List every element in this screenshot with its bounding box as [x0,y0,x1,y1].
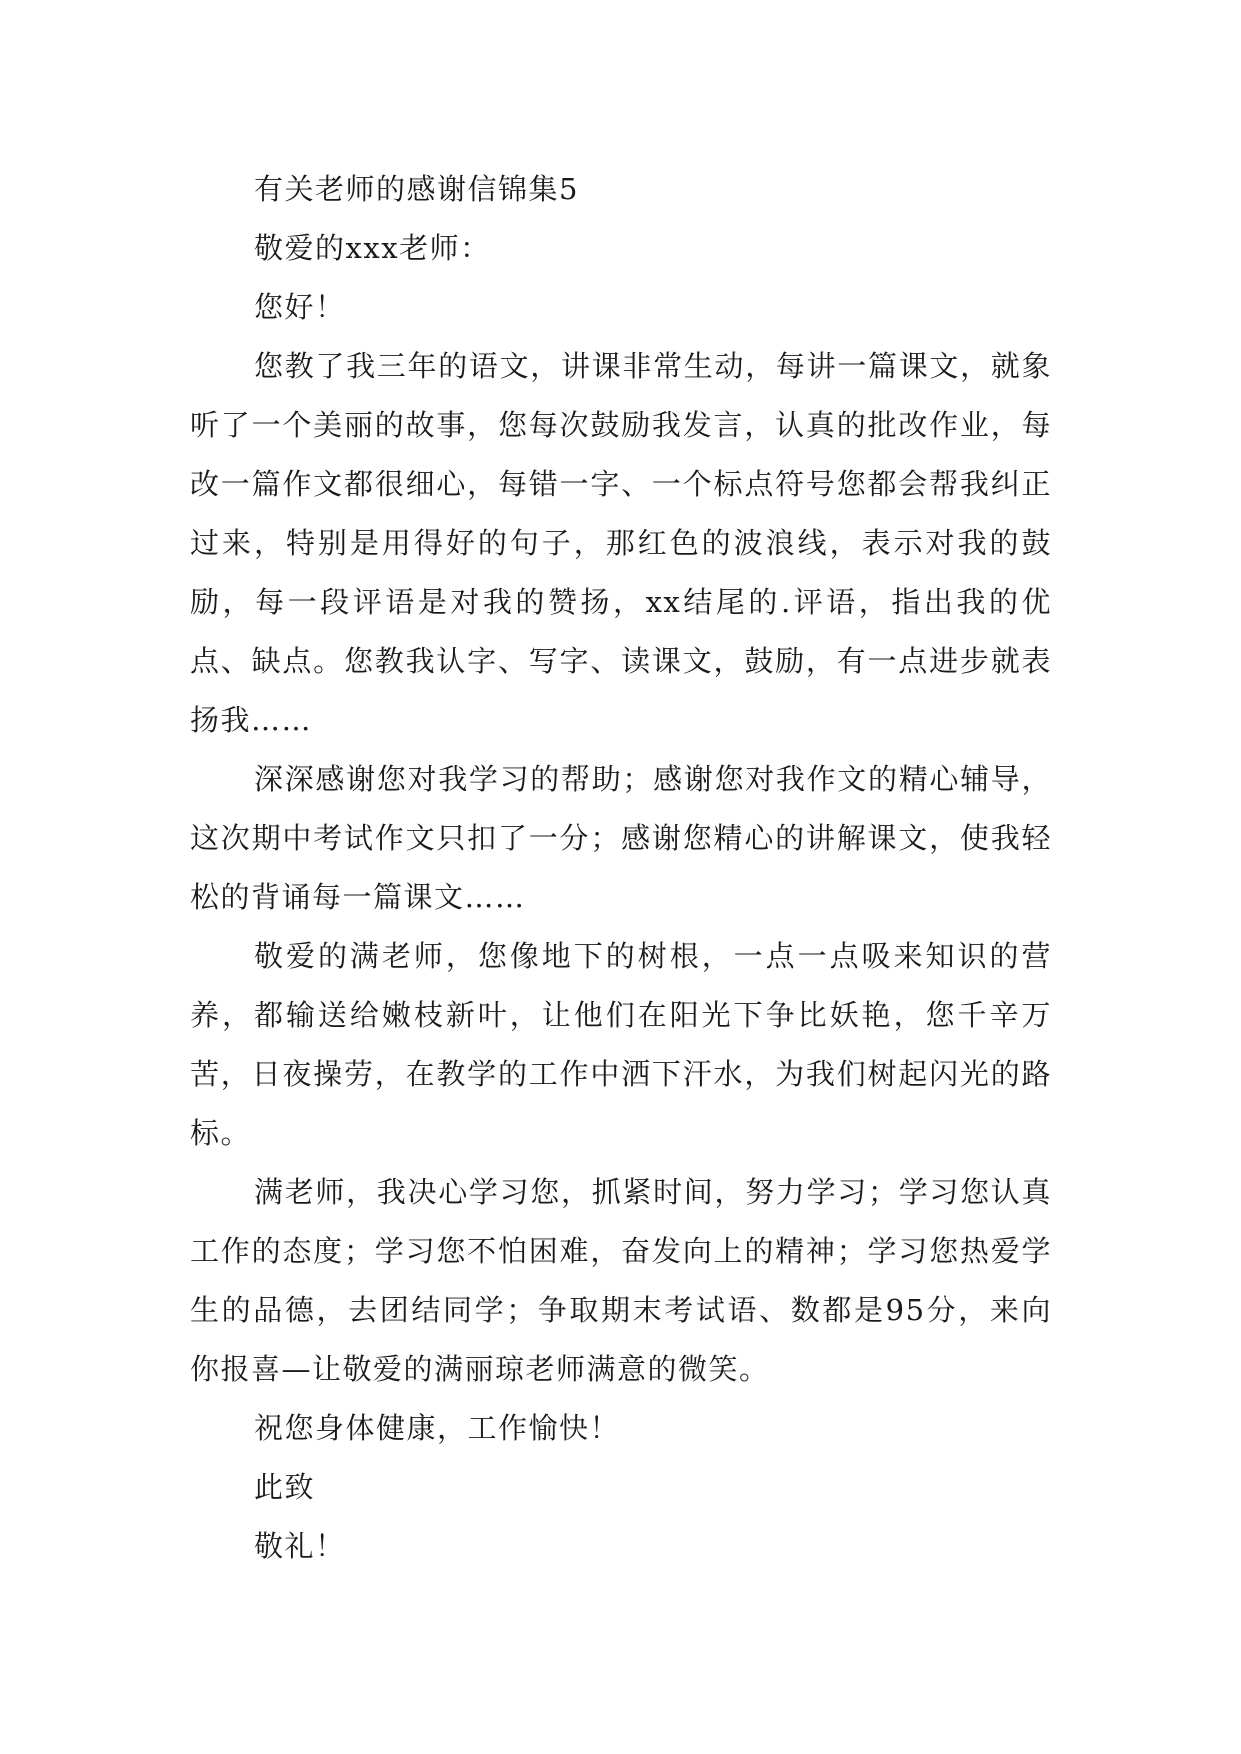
closing-jingli: 敬礼！ [254,1529,346,1563]
paragraph-2: 深深感谢您对我学习的帮助；感谢您对我作文的精心辅导，这次期中考试作文只扣了一分；感谢您精心的讲解课文，使我轻松的背诵每一篇课文…… [190,762,1052,914]
salutation: 敬爱的xxx老师： [254,231,491,265]
paragraph-4: 满老师，我决心学习您，抓紧时间，努力学习；学习您认真工作的态度；学习您不怕困难，奋发向上的精神；学习您热爱学生的品德，去团结同学；争取期末考试语、数都是95分，来向你报喜—让敬爱的满丽琼老师满意的微笑。 [190,1175,1052,1386]
document-title: 有关老师的感谢信锦集5 [254,172,579,206]
paragraph-3: 敬爱的满老师，您像地下的树根，一点一点吸来知识的营养，都输送给嫩枝新叶，让他们在阳光下争比妖艳，您千辛万苦，日夜操劳，在教学的工作中洒下汗水，为我们树起闪光的路标。 [190,939,1052,1150]
closing-wish: 祝您身体健康，工作愉快！ [254,1411,621,1445]
closing-cizhi: 此致 [254,1470,316,1504]
letter-body [190,160,1052,1576]
paragraph-1: 您教了我三年的语文，讲课非常生动，每讲一篇课文，就象听了一个美丽的故事，您每次鼓励我发言，认真的批改作业，每改一篇作文都很细心，每错一字、一个标点符号您都会帮我纠正过来，特别是用得好的句子，那红色的波浪线，表示对我的鼓励，每一段评语是对我的赞扬，xx结尾的.评语，指出我的优点、缺点。您教我认字、写字、读课文，鼓励，有一点进步就表扬我…… [190,349,1052,737]
greeting: 您好！ [254,290,346,324]
